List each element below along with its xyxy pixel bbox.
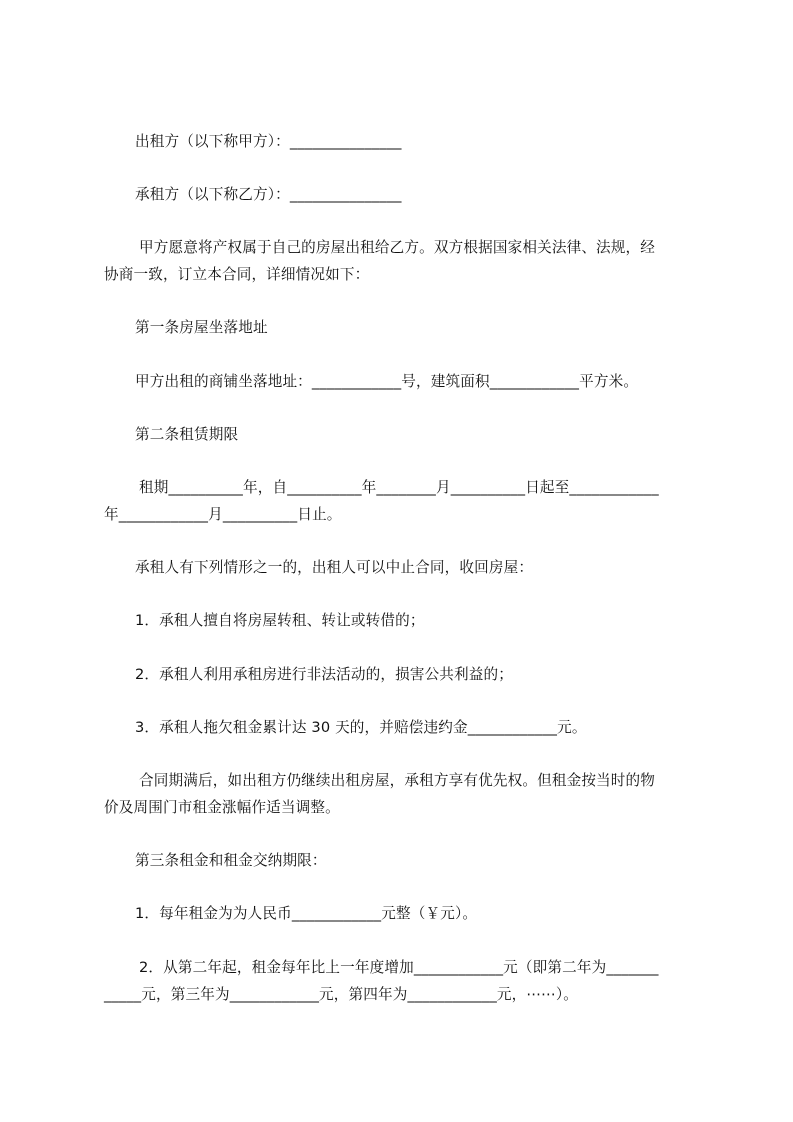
lessee-line: 承租方（以下称乙方）：_______________	[135, 186, 402, 203]
article3-title: 第三条租金和租金交纳期限：	[135, 852, 327, 869]
termination-item-2: 2．承租人利用承租房进行非法活动的，损害公共利益的；	[135, 666, 514, 683]
term-line-2: 年____________月__________日止。	[104, 506, 342, 523]
rent-item-1: 1．每年租金为为人民币____________元整（￥元）。	[135, 905, 478, 922]
lessor-line: 出租方（以下称甲方）：_______________	[135, 133, 402, 150]
renewal-line-2: 价及周围门市租金涨幅作适当调整。	[104, 799, 340, 816]
termination-item-1: 1．承租人擅自将房屋转租、转让或转借的；	[135, 612, 425, 629]
rent-item-2-line-2: _____元，第三年为____________元，第四年为____________元，⋯⋯）。	[104, 986, 579, 1003]
article1-title: 第一条房屋坐落地址	[135, 319, 268, 336]
intro-line-1: 甲方愿意将产权属于自己的房屋出租给乙方。双方根据国家相关法律、法规，经	[139, 239, 656, 256]
rent-item-2-line-1: 2．从第二年起，租金每年比上一年度增加____________元（即第二年为_______	[139, 959, 659, 976]
intro-line-2: 协商一致，订立本合同，详细情况如下：	[104, 266, 370, 283]
article1-content: 甲方出租的商铺坐落地址：____________号，建筑面积____________平方米。	[135, 373, 639, 390]
termination-intro: 承租人有下列情形之一的，出租人可以中止合同，收回房屋：	[135, 559, 534, 576]
renewal-line-1: 合同期满后，如出租方仍继续出租房屋，承租方享有优先权。但租金按当时的物	[139, 772, 656, 789]
termination-item-3: 3．承租人拖欠租金累计达 30 天的，并赔偿违约金____________元。	[135, 719, 587, 736]
article2-title: 第二条租赁期限	[135, 426, 239, 443]
term-line-1: 租期__________年，自__________年________月__________日起至____________	[139, 479, 659, 496]
